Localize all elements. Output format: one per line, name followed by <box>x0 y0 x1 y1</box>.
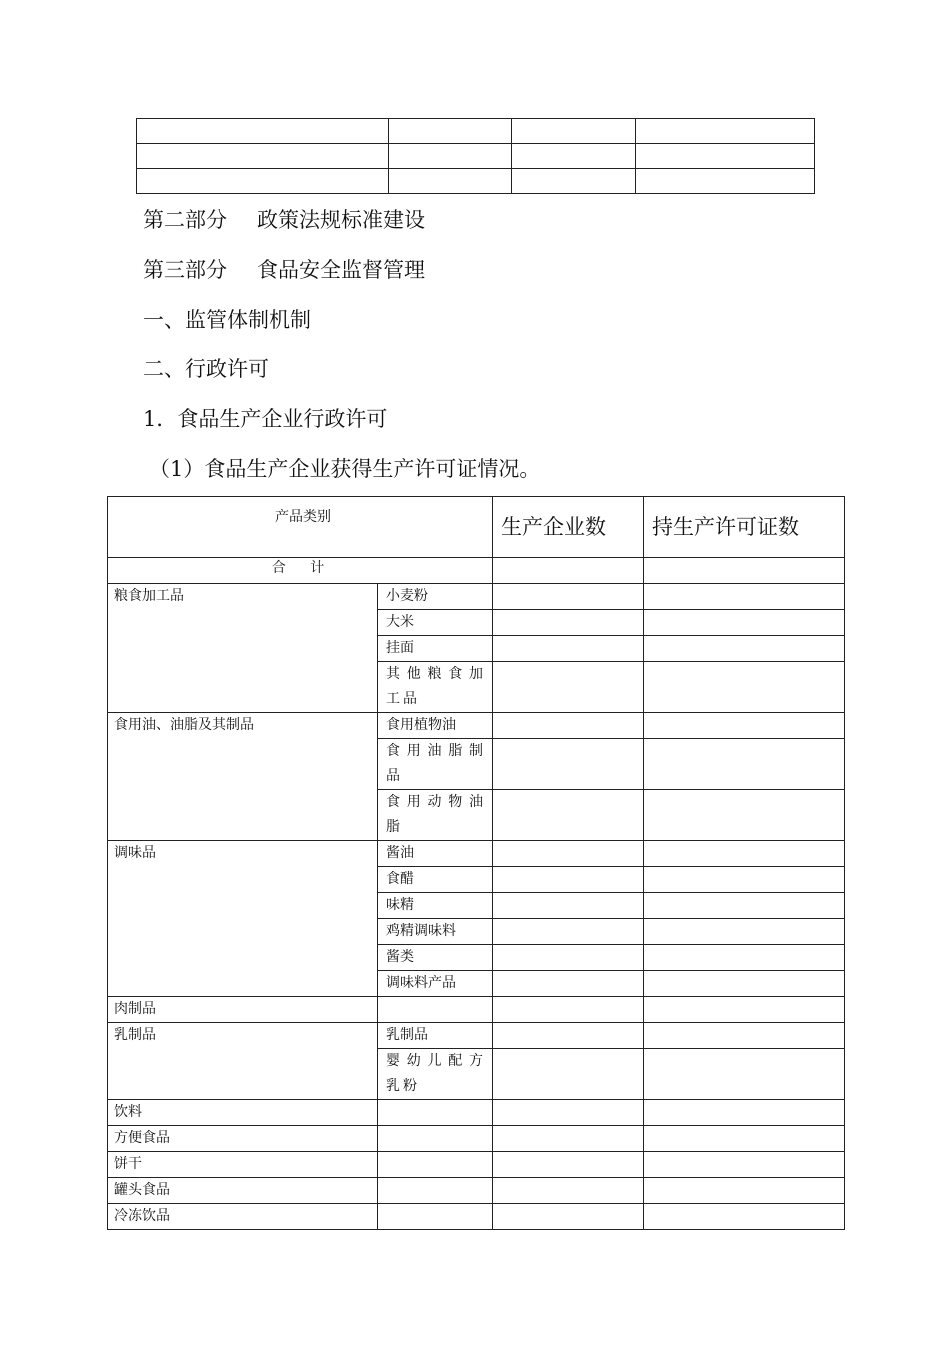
table-cell <box>389 144 512 169</box>
enterprise-count-cell <box>493 713 644 739</box>
enterprise-count-cell <box>493 584 644 610</box>
subcategory-cell: 大米 <box>378 610 493 636</box>
category-instant-food: 方便食品 <box>108 1126 378 1152</box>
enterprise-count-cell <box>493 1049 644 1100</box>
subcategory-cell: 鸡精调味料 <box>378 919 493 945</box>
top-blank-table <box>136 118 815 194</box>
license-count-cell <box>644 1152 845 1178</box>
part2-label: 第二部分 <box>143 208 227 232</box>
subcategory-cell <box>378 662 493 713</box>
category-meat: 肉制品 <box>108 997 378 1023</box>
table-cell <box>137 169 389 194</box>
subcategory-cell: 味精 <box>378 893 493 919</box>
subcategory-cell <box>378 1049 493 1100</box>
table-cell <box>636 144 815 169</box>
license-count-cell <box>644 1100 845 1126</box>
section1-heading: 一、监管体制机制 <box>143 308 311 332</box>
table-cell <box>512 169 636 194</box>
subcategory-cell: 食用植物油 <box>378 713 493 739</box>
subcategory-line: 品 <box>386 768 403 784</box>
category-edible-oil: 食用油、油脂及其制品 <box>108 713 378 841</box>
subsection1-1-heading: （1）食品生产企业获得生产许可证情况。 <box>149 457 541 481</box>
enterprise-count-cell <box>493 919 644 945</box>
license-count-cell <box>644 971 845 997</box>
table-cell <box>137 144 389 169</box>
license-count-cell <box>644 610 845 636</box>
table-cell <box>512 119 636 144</box>
header-product-category: 产品类别 <box>108 497 493 558</box>
category-beverage: 饮料 <box>108 1100 378 1126</box>
table-row <box>108 1204 845 1230</box>
table-row <box>108 1178 845 1204</box>
category-biscuit: 饼干 <box>108 1152 378 1178</box>
subcategory-cell <box>378 1178 493 1204</box>
table-row <box>137 144 815 169</box>
enterprise-count-cell <box>493 1152 644 1178</box>
subcategory-line: 婴幼儿配方 <box>386 1053 486 1069</box>
table-row <box>108 1100 845 1126</box>
enterprise-count-cell <box>493 610 644 636</box>
license-count-cell <box>644 636 845 662</box>
subcategory-cell <box>378 1126 493 1152</box>
table-row <box>137 119 815 144</box>
subsection1-heading: 1．食品生产企业行政许可 <box>143 407 388 431</box>
enterprise-count-cell <box>493 739 644 790</box>
subcategory-cell <box>378 1100 493 1126</box>
subcategory-cell <box>378 790 493 841</box>
subcategory-cell <box>378 739 493 790</box>
enterprise-count-cell <box>493 841 644 867</box>
table-cell <box>389 169 512 194</box>
table-row <box>108 997 845 1023</box>
enterprise-count-cell <box>493 1100 644 1126</box>
subcategory-line: 工品 <box>386 691 420 707</box>
subcategory-cell: 食醋 <box>378 867 493 893</box>
subcategory-line: 食用动物油 <box>386 794 486 810</box>
enterprise-count-cell <box>493 867 644 893</box>
total-label: 合 计 <box>108 558 493 584</box>
subcategory-cell: 小麦粉 <box>378 584 493 610</box>
enterprise-count-cell <box>493 636 644 662</box>
part3-heading <box>143 257 425 283</box>
part2-title: 政策法规标准建设 <box>257 208 425 232</box>
license-count-cell <box>644 1178 845 1204</box>
subcategory-cell <box>378 1152 493 1178</box>
license-count-cell <box>644 662 845 713</box>
enterprise-count-cell <box>493 971 644 997</box>
category-grain: 粮食加工品 <box>108 584 378 713</box>
section2-heading: 二、行政许可 <box>143 357 269 381</box>
subcategory-line: 脂 <box>386 819 403 835</box>
part3-title: 食品安全监督管理 <box>257 258 425 282</box>
license-count-cell <box>644 867 845 893</box>
total-license-cell <box>644 558 845 584</box>
table-row <box>108 713 845 739</box>
table-row <box>108 841 845 867</box>
license-count-cell <box>644 893 845 919</box>
enterprise-count-cell <box>493 1204 644 1230</box>
enterprise-count-cell <box>493 1126 644 1152</box>
enterprise-count-cell <box>493 893 644 919</box>
table-cell <box>636 119 815 144</box>
table-header-row <box>108 497 845 558</box>
enterprise-count-cell <box>493 997 644 1023</box>
total-row <box>108 558 845 584</box>
license-count-cell <box>644 790 845 841</box>
enterprise-count-cell <box>493 790 644 841</box>
subcategory-cell <box>378 1204 493 1230</box>
subcategory-cell: 乳制品 <box>378 1023 493 1049</box>
enterprise-count-cell <box>493 1023 644 1049</box>
table-row <box>108 584 845 610</box>
subcategory-cell: 调味料产品 <box>378 971 493 997</box>
subcategory-line: 其他粮食加 <box>386 666 486 682</box>
license-count-cell <box>644 584 845 610</box>
license-count-cell <box>644 739 845 790</box>
subcategory-cell <box>378 997 493 1023</box>
category-canned-food: 罐头食品 <box>108 1178 378 1204</box>
license-count-cell <box>644 1049 845 1100</box>
license-count-cell <box>644 841 845 867</box>
category-condiment: 调味品 <box>108 841 378 997</box>
total-enterprise-cell <box>493 558 644 584</box>
table-cell <box>389 119 512 144</box>
table-cell <box>137 119 389 144</box>
subcategory-cell: 挂面 <box>378 636 493 662</box>
category-frozen-drinks: 冷冻饮品 <box>108 1204 378 1230</box>
subcategory-line: 食用油脂制 <box>386 743 486 759</box>
header-enterprise-count: 生产企业数 <box>493 497 644 558</box>
subcategory-line: 乳粉 <box>386 1078 420 1094</box>
category-dairy: 乳制品 <box>108 1023 378 1100</box>
enterprise-count-cell <box>493 945 644 971</box>
license-count-cell <box>644 919 845 945</box>
license-count-cell <box>644 1126 845 1152</box>
license-count-cell <box>644 1023 845 1049</box>
license-count-cell <box>644 945 845 971</box>
table-cell <box>512 144 636 169</box>
enterprise-count-cell <box>493 1178 644 1204</box>
part2-heading <box>143 207 425 233</box>
part3-label: 第三部分 <box>143 258 227 282</box>
license-count-cell <box>644 997 845 1023</box>
table-row <box>137 169 815 194</box>
license-count-cell <box>644 713 845 739</box>
table-row <box>108 1152 845 1178</box>
table-cell <box>636 169 815 194</box>
table-row <box>108 1126 845 1152</box>
production-license-table <box>107 496 845 1230</box>
license-count-cell <box>644 1204 845 1230</box>
subcategory-cell: 酱类 <box>378 945 493 971</box>
enterprise-count-cell <box>493 662 644 713</box>
header-license-count: 持生产许可证数 <box>644 497 845 558</box>
table-row <box>108 1023 845 1049</box>
subcategory-cell: 酱油 <box>378 841 493 867</box>
